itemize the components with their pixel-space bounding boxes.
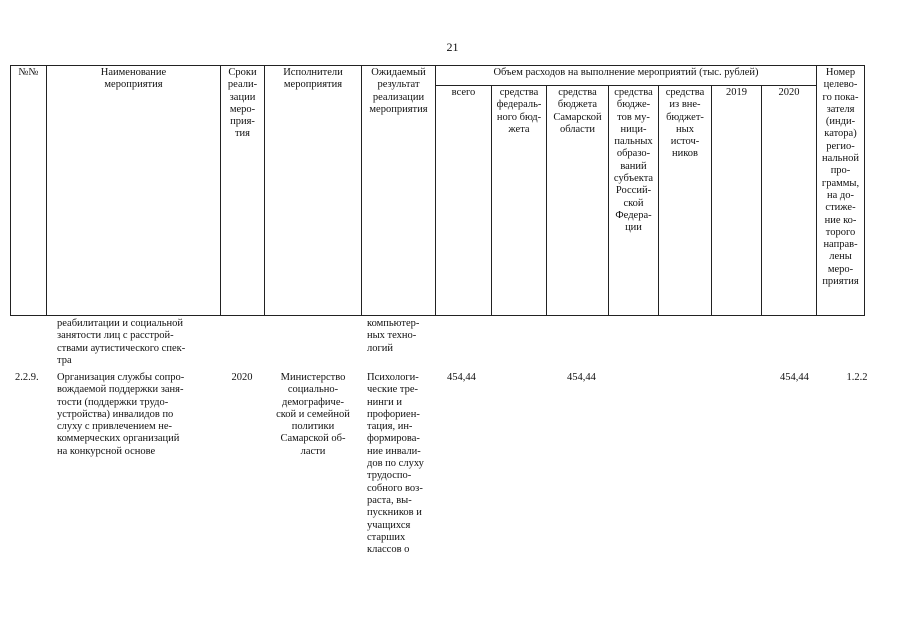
row-indicator: 1.2.2 [846, 372, 868, 383]
header-num: №№ [11, 66, 47, 316]
header-regional: средства бюджета Самарской области [547, 86, 609, 316]
header-2020: 2020 [762, 86, 817, 316]
row-name: Организация службы сопро- вождаемой поддержки заня- тости (поддержки трудо- устройства) инвалидов по слуху с привлечением не- коммерческих организаций на конкурсной основе [57, 372, 185, 457]
header-indicator: Номер целево- го пока- зателя (инди- катора) регио- нальной про- граммы, на до- стиже- ние ко- торого направ- лены меро- приятия [817, 66, 865, 316]
header-term: Сроки реали- зации меро- прия- тия [221, 66, 265, 316]
expenses-table-header [10, 65, 865, 316]
row-number: 2.2.9. [15, 372, 39, 383]
header-federal: средства федераль- ного бюд- жета [492, 86, 547, 316]
row-term: 2020 [231, 372, 253, 383]
row-2020: 454,44 [780, 372, 809, 383]
header-2019: 2019 [712, 86, 762, 316]
header-total: всего [436, 86, 492, 316]
page-number: 21 [446, 40, 459, 54]
header-executors: Исполнители мероприятия [265, 66, 362, 316]
header-extrabudget: средства из вне- бюджет- ных источ- ников [659, 86, 712, 316]
row-regional: 454,44 [567, 372, 596, 383]
header-name: Наименование мероприятия [47, 66, 221, 316]
continuation-result: компьютер- ных техно- логий [367, 318, 420, 354]
header-expenses-group: Объем расходов на выполнение мероприятий (тыс. рублей) [436, 66, 817, 86]
row-total: 454,44 [447, 372, 476, 383]
row-result: Психологи- ческие тре- нинги и профориен- тация, ин- формирова- ние инвали- дов по слуху трудоспо- собного воз- раста, вы- пускников и учащихся старших классов о [367, 372, 424, 556]
header-municipal: средства бюдже- тов му- ници- пальных образо- ваний субъекта Россий- ской Федера- ции [609, 86, 659, 316]
header-result: Ожидаемый результат реализации мероприятия [362, 66, 436, 316]
continuation-name: реабилитации и социальной занятости лиц с расстрой- ствами аутистического спек- тра [57, 318, 186, 366]
row-executors: Министерство социально- демографиче- ской и семейной политики Самарской об- ласти [276, 372, 350, 457]
